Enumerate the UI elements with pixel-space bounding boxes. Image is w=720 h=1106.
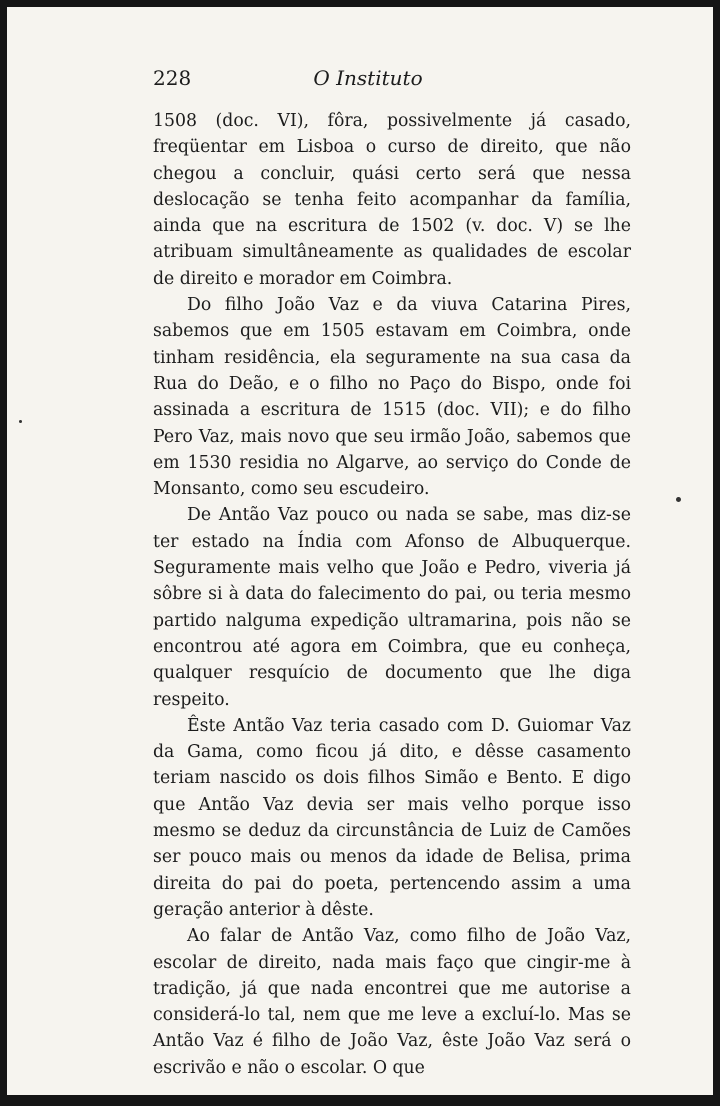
paragraph: Ao falar de Antão Vaz, como filho de João Vaz, escolar de direito, nada mais faço que cingir-me à tradição, já que nada encontrei que me autorise a considerá-lo tal, nem que me leve a excluí-lo. Mas se Antão Vaz é filho de João Vaz, êste João Vaz será o escrivão e não o escolar. O que [153, 926, 631, 1078]
paragraph: De Antão Vaz pouco ou nada se sabe, mas diz-se ter estado na Índia com Afonso de Albuquerque. Seguramente mais velho que João e Pedro, viveria já sôbre si à data do falecimento do pai, ou teria mesmo partido nalguma expedição ultramarina, pois não se encontrou até agora em Coimbra, que eu conheça, qualquer resquício de documento que lhe diga respeito. [153, 505, 631, 710]
running-title: O Instituto [313, 66, 423, 90]
page-header [153, 66, 583, 92]
paragraph: 1508 (doc. VI), fôra, possivelmente já casado, freqüentar em Lisboa o curso de direito, que não chegou a concluir, quási certo será que nessa deslocação se tenha feito acompanhar da família, ainda que na escritura de 1502 (v. doc. V) se lhe atribuam simultâneamente as qualidades de escolar de direito e morador em Coimbra. [153, 111, 631, 289]
paragraph: Do filho João Vaz e da viuva Catarina Pires, sabemos que em 1505 estavam em Coimbra, onde tinham residência, ela seguramente na sua casa da Rua do Deão, e o filho no Paço do Bispo, onde foi assinada a escritura de 1515 (doc. VII); e do filho Pero Vaz, mais novo que seu irmão João, sabemos que em 1530 residia no Algarve, ao serviço do Conde de Monsanto, como seu escudeiro. [153, 295, 631, 500]
page-number: 228 [153, 66, 192, 90]
paragraph: Êste Antão Vaz teria casado com D. Guiomar Vaz da Gama, como ficou já dito, e dêsse casamento teriam nascido os dois filhos Simão e Bento. E digo que Antão Vaz devia ser mais velho porque isso mesmo se deduz da circunstância de Luiz de Camões ser pouco mais ou menos da idade de Belisa, prima direita do pai do poeta, pertencendo assim a uma geração anterior à dêste. [153, 715, 631, 920]
body-text [153, 108, 631, 1081]
scan-speck [19, 420, 22, 423]
scan-speck [676, 497, 681, 502]
